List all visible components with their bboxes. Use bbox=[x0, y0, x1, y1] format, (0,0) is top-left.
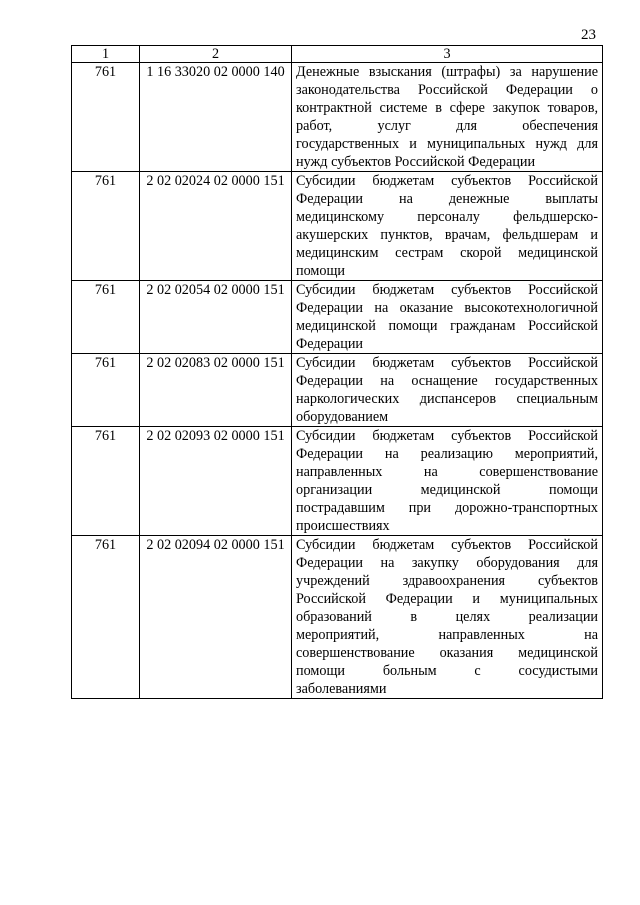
description-line: Субсидии бюджетам субъектов Российской bbox=[296, 282, 598, 298]
description-line: Федерации на закупку оборудования для bbox=[296, 555, 598, 571]
page-number: 23 bbox=[581, 27, 596, 43]
table-row bbox=[72, 172, 603, 281]
table-row bbox=[72, 354, 603, 427]
admin-code-cell: 761 bbox=[72, 172, 140, 281]
table-row bbox=[72, 63, 603, 172]
description-line: нужд субъектов Российской Федерации bbox=[296, 154, 536, 170]
description-line: происшествиях bbox=[296, 518, 390, 534]
description-line: наркологических диспансеров специальным bbox=[296, 391, 598, 407]
description-line: направленных на совершенствование bbox=[296, 464, 598, 480]
description-cell bbox=[292, 536, 603, 699]
description-line: медицинским сестрам скорой медицинской bbox=[296, 245, 598, 261]
description-line: мероприятий, направленных на bbox=[296, 627, 598, 643]
header-col-1: 1 bbox=[72, 46, 140, 63]
kbk-code-cell: 2 02 02054 02 0000 151 bbox=[140, 281, 292, 354]
description-line: учреждений здравоохранения субъектов bbox=[296, 573, 598, 589]
description-line: помощи bbox=[296, 263, 346, 279]
header-col-3: 3 bbox=[292, 46, 603, 63]
description-line: Российской Федерации и муниципальных bbox=[296, 591, 598, 607]
description-line: работ, услуг для обеспечения bbox=[296, 118, 598, 134]
header-col-2: 2 bbox=[140, 46, 292, 63]
description-cell bbox=[292, 427, 603, 536]
description-line: Федерации на денежные выплаты bbox=[296, 191, 598, 207]
description-line: Денежные взыскания (штрафы) за нарушение bbox=[296, 64, 598, 80]
description-line: помощи больным с сосудистыми bbox=[296, 663, 598, 679]
description-line: пострадавшим при дорожно-транспортных bbox=[296, 500, 598, 516]
description-line: Федерации на оснащение государственных bbox=[296, 373, 598, 389]
table-body bbox=[72, 63, 603, 699]
description-line: организации медицинской помощи bbox=[296, 482, 598, 498]
admin-code-cell: 761 bbox=[72, 63, 140, 172]
description-line: Субсидии бюджетам субъектов Российской bbox=[296, 173, 598, 189]
description-line: Федерации на оказание высокотехнологичной bbox=[296, 300, 598, 316]
budget-codes-table bbox=[71, 45, 603, 699]
description-line: контрактной системе в сфере закупок товаров, bbox=[296, 100, 598, 116]
description-line: Субсидии бюджетам субъектов Российской bbox=[296, 537, 598, 553]
table-row bbox=[72, 281, 603, 354]
kbk-code-cell: 2 02 02093 02 0000 151 bbox=[140, 427, 292, 536]
description-line: совершенствование оказания медицинской bbox=[296, 645, 598, 661]
description-line: оборудованием bbox=[296, 409, 389, 425]
description-line: образований в целях реализации bbox=[296, 609, 598, 625]
description-line: законодательства Российской Федерации о bbox=[296, 82, 598, 98]
description-line: государственных и муниципальных нужд для bbox=[296, 136, 598, 152]
admin-code-cell: 761 bbox=[72, 427, 140, 536]
description-cell bbox=[292, 63, 603, 172]
kbk-code-cell: 2 02 02094 02 0000 151 bbox=[140, 536, 292, 699]
table-header-row bbox=[72, 46, 603, 63]
kbk-code-cell: 1 16 33020 02 0000 140 bbox=[140, 63, 292, 172]
admin-code-cell: 761 bbox=[72, 354, 140, 427]
description-cell bbox=[292, 172, 603, 281]
description-line: акушерских пунктов, врачам, фельдшерам и bbox=[296, 227, 598, 243]
admin-code-cell: 761 bbox=[72, 536, 140, 699]
kbk-code-cell: 2 02 02024 02 0000 151 bbox=[140, 172, 292, 281]
description-line: медицинскому персоналу фельдшерско- bbox=[296, 209, 598, 225]
description-line: заболеваниями bbox=[296, 681, 387, 697]
description-line: Субсидии бюджетам субъектов Российской bbox=[296, 428, 598, 444]
description-line: Федерации bbox=[296, 336, 364, 352]
description-line: Субсидии бюджетам субъектов Российской bbox=[296, 355, 598, 371]
table-row bbox=[72, 427, 603, 536]
table-row bbox=[72, 536, 603, 699]
kbk-code-cell: 2 02 02083 02 0000 151 bbox=[140, 354, 292, 427]
description-cell bbox=[292, 281, 603, 354]
description-line: Федерации на реализацию мероприятий, bbox=[296, 446, 598, 462]
description-cell bbox=[292, 354, 603, 427]
description-line: медицинской помощи гражданам Российской bbox=[296, 318, 598, 334]
admin-code-cell: 761 bbox=[72, 281, 140, 354]
